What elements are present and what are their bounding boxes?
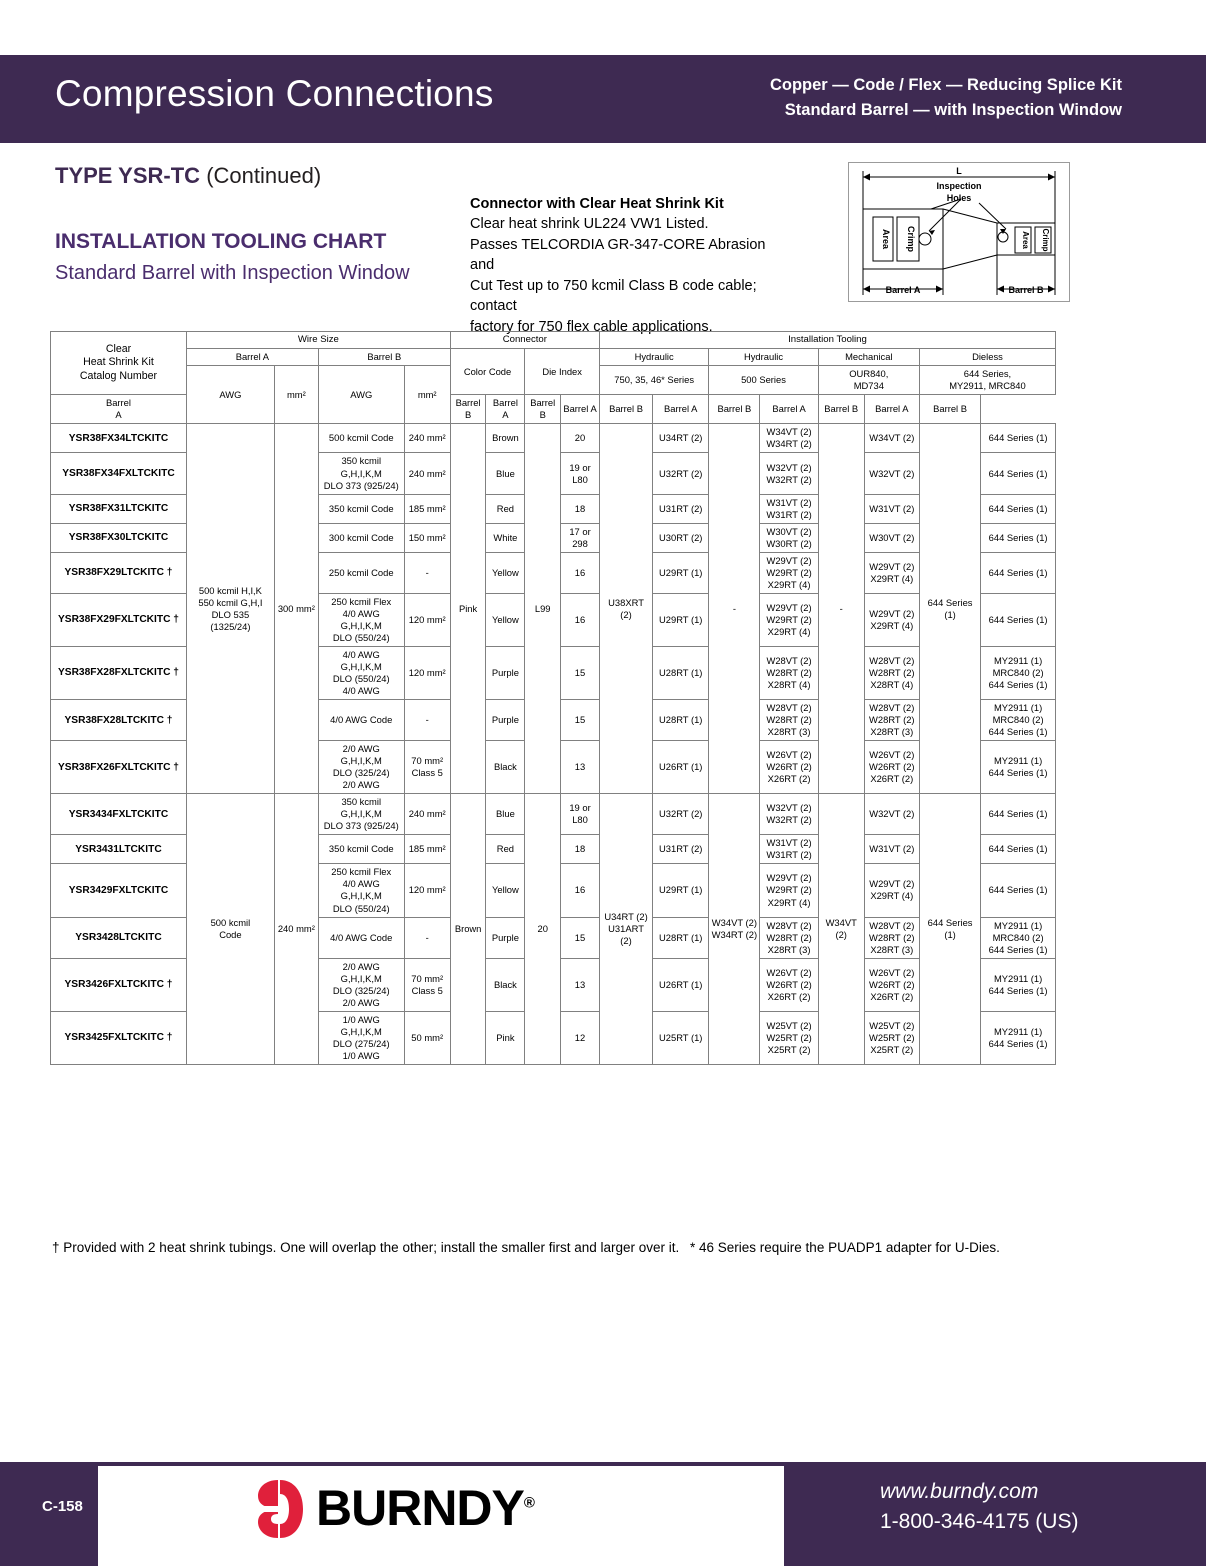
- group-header-connector: Connector: [450, 332, 599, 349]
- die-index-barrel-a-cell: L99: [525, 424, 561, 794]
- wire-barrel-b-mm2-cell: 185 mm²: [404, 835, 450, 864]
- wire-barrel-b-awg-cell: 1/0 AWG G,H,I,K,M DLO (275/24) 1/0 AWG: [318, 1011, 404, 1064]
- hyd750-barrel-b-cell: U26RT (1): [653, 958, 709, 1011]
- wire-barrel-b-awg-cell: 500 kcmil Code: [318, 424, 404, 453]
- hyd750-barrel-a-cell: U34RT (2) U31ART (2): [599, 794, 652, 1065]
- hyd750-barrel-b-cell: U32RT (2): [653, 453, 709, 494]
- diagram-area-label-b: Area: [1021, 231, 1030, 249]
- mech-barrel-b-cell: W29VT (2) X29RT (4): [864, 864, 919, 917]
- connector-color-barrel-b-cell: Black: [486, 741, 525, 794]
- hyd750-barrel-b-cell: U34RT (2): [653, 424, 709, 453]
- website-link[interactable]: www.burndy.com: [880, 1480, 1039, 1503]
- die-index-barrel-b-cell: 16: [561, 552, 600, 593]
- phone-number: 1-800-346-4175 (US): [880, 1510, 1079, 1533]
- wire-barrel-b-awg-cell: 350 kcmil G,H,I,K,M DLO 373 (925/24): [318, 794, 404, 835]
- mech-barrel-b-cell: W26VT (2) W26RT (2) X26RT (2): [864, 741, 919, 794]
- wire-barrel-b-mm2-cell: 50 mm²: [404, 1011, 450, 1064]
- series-500-header: 500 Series: [709, 366, 818, 395]
- table-header-row-1: [51, 332, 1056, 349]
- wire-barrel-b-awg-cell: 4/0 AWG Code: [318, 700, 404, 741]
- wire-barrel-b-mm2-cell: 70 mm² Class 5: [404, 741, 450, 794]
- die-barrel-a-l2: A: [502, 409, 509, 421]
- die-barrel-b-l2: B: [539, 409, 546, 421]
- diagram-area-label-a: Area: [881, 228, 891, 250]
- tooling-hydraulic-2-header: Hydraulic: [709, 349, 818, 366]
- hyd500-barrel-b-cell: W32VT (2) W32RT (2): [760, 794, 818, 835]
- series-644-line1: 644 Series,: [963, 368, 1012, 380]
- installation-tooling-table: [50, 331, 1056, 1065]
- hyd750-barrel-b-cell: U29RT (1): [653, 864, 709, 917]
- dieless-barrel-b-cell: 644 Series (1): [981, 424, 1056, 453]
- die-index-barrel-b-cell: 17 or 298: [561, 523, 600, 552]
- diagram-barrel-a-label: Barrel A: [885, 285, 921, 295]
- hyd500-barrel-b-cell: W29VT (2) W29RT (2) X29RT (4): [760, 552, 818, 593]
- wire-a-mm2-header: mm²: [274, 366, 318, 424]
- series-750-header: 750, 35, 46* Series: [599, 366, 708, 395]
- connector-diagram-svg: [849, 163, 1069, 301]
- wire-barrel-a-mm2-cell: 300 mm²: [274, 424, 318, 794]
- catalog-header-line3: Catalog Number: [79, 369, 158, 382]
- connector-color-barrel-b-cell: Brown: [486, 424, 525, 453]
- connector-color-barrel-b-cell: Blue: [486, 453, 525, 494]
- series-644-header: [919, 366, 1055, 395]
- wire-barrel-b-mm2-cell: 150 mm²: [404, 523, 450, 552]
- kit-note-block: [470, 196, 790, 337]
- burndy-mark-icon: [258, 1478, 304, 1538]
- die-index-barrel-b-cell: 15: [561, 700, 600, 741]
- hyd500-barrel-b-cell: W28VT (2) W28RT (2) X28RT (3): [760, 917, 818, 958]
- wire-barrel-b-mm2-cell: 120 mm²: [404, 646, 450, 699]
- hyd500-barrel-b-cell: W29VT (2) W29RT (2) X29RT (4): [760, 864, 818, 917]
- connector-color-barrel-b-cell: Purple: [486, 700, 525, 741]
- tooling-hydraulic-1-header: Hydraulic: [599, 349, 708, 366]
- die-barrel-a-l1: Barrel: [492, 397, 518, 409]
- wire-barrel-b-mm2-cell: 185 mm²: [404, 494, 450, 523]
- hyd750-barrel-b-cell: U30RT (2): [653, 523, 709, 552]
- color-barrel-a-l2: A: [115, 409, 122, 421]
- connector-color-code-header: Color Code: [450, 349, 525, 395]
- registered-icon: ®: [523, 1494, 534, 1512]
- dieless-barrel-a-cell: 644 Series (1): [919, 424, 980, 794]
- dieless-barrel-a-cell: 644 Series (1): [919, 794, 980, 1065]
- hyd750-barrel-b-cell: U25RT (1): [653, 1011, 709, 1064]
- dieless-barrel-b-cell: 644 Series (1): [981, 864, 1056, 917]
- kit-note-title: Connector with Clear Heat Shrink Kit: [470, 196, 724, 212]
- mech-barrel-b-header: Barrel B: [818, 395, 864, 424]
- mech-barrel-b-cell: W30VT (2): [864, 523, 919, 552]
- hyd750-barrel-a-cell: U38XRT (2): [599, 424, 652, 794]
- wire-barrel-a-mm2-cell: 240 mm²: [274, 794, 318, 1065]
- wire-b-mm2-header: mm²: [404, 366, 450, 424]
- catalog-number-cell: YSR3426FXLTCKITC †: [51, 958, 187, 1011]
- wire-barrel-b-mm2-cell: 240 mm²: [404, 794, 450, 835]
- die-index-barrel-b-cell: 15: [561, 917, 600, 958]
- catalog-number-cell: YSR38FX28LTCKITC †: [51, 700, 187, 741]
- connector-color-barrel-b-cell: Yellow: [486, 864, 525, 917]
- table-row: [51, 424, 1056, 453]
- hyd750-barrel-b-cell: U31RT (2): [653, 494, 709, 523]
- tooling-dieless-header: Dieless: [919, 349, 1055, 366]
- hyd750-barrel-b-header: Barrel B: [599, 395, 652, 424]
- banner-subtitle-line1: Copper — Code / Flex — Reducing Splice Kit: [769, 76, 1122, 94]
- hyd750-barrel-b-cell: U26RT (1): [653, 741, 709, 794]
- hyd500-barrel-a-header: Barrel A: [653, 395, 709, 424]
- hyd750-barrel-a-header: Barrel A: [561, 395, 600, 424]
- diagram-barrel-b-label: Barrel B: [1008, 285, 1044, 295]
- mech-barrel-b-cell: W29VT (2) X29RT (4): [864, 593, 919, 646]
- table-header-row-2: [51, 349, 1056, 366]
- wire-barrel-b-awg-cell: 250 kcmil Flex 4/0 AWG G,H,I,K,M DLO (550/24): [318, 593, 404, 646]
- catalog-number-cell: YSR3431LTCKITC: [51, 835, 187, 864]
- wire-barrel-a-awg-cell: 500 kcmil H,I,K 550 kcmil G,H,I DLO 535 (1325/24): [186, 424, 274, 794]
- burndy-logo: [258, 1478, 534, 1538]
- wire-barrel-a-awg-cell: 500 kcmil Code: [186, 794, 274, 1065]
- catalog-number-cell: YSR38FX31LTCKITC: [51, 494, 187, 523]
- color-barrel-a-header: [51, 395, 187, 424]
- series-our840-line2: MD734: [853, 380, 884, 392]
- connector-color-barrel-b-cell: Blue: [486, 794, 525, 835]
- catalog-number-cell: YSR3429FXLTCKITC: [51, 864, 187, 917]
- wire-barrel-b-awg-cell: 350 kcmil Code: [318, 835, 404, 864]
- mech-barrel-a-cell: W34VT (2): [818, 794, 864, 1065]
- wire-barrel-b-awg-cell: 300 kcmil Code: [318, 523, 404, 552]
- hyd750-barrel-b-cell: U29RT (1): [653, 552, 709, 593]
- hyd750-barrel-b-cell: U32RT (2): [653, 794, 709, 835]
- hyd500-barrel-b-cell: W31VT (2) W31RT (2): [760, 835, 818, 864]
- color-barrel-b-l1: Barrel: [455, 397, 481, 409]
- hyd500-barrel-a-cell: -: [709, 424, 760, 794]
- dieless-barrel-b-cell: 644 Series (1): [981, 835, 1056, 864]
- dieless-barrel-b-cell: MY2911 (1) 644 Series (1): [981, 958, 1056, 1011]
- catalog-number-cell: YSR38FX34FXLTCKITC: [51, 453, 187, 494]
- mech-barrel-b-cell: W31VT (2): [864, 835, 919, 864]
- die-index-barrel-b-cell: 13: [561, 958, 600, 1011]
- hyd500-barrel-b-cell: W31VT (2) W31RT (2): [760, 494, 818, 523]
- group-header-wire-size: Wire Size: [186, 332, 450, 349]
- wire-barrel-b-mm2-cell: -: [404, 917, 450, 958]
- connector-color-barrel-a-cell: Brown: [450, 794, 486, 1065]
- hyd750-barrel-b-cell: U31RT (2): [653, 835, 709, 864]
- mech-barrel-b-cell: W28VT (2) W28RT (2) X28RT (4): [864, 646, 919, 699]
- type-heading-bold: TYPE YSR-TC: [55, 163, 201, 188]
- wire-barrel-b-awg-cell: 350 kcmil Code: [318, 494, 404, 523]
- connector-color-barrel-b-cell: Red: [486, 835, 525, 864]
- die-index-barrel-b-cell: 13: [561, 741, 600, 794]
- footnote-dagger: † Provided with 2 heat shrink tubings. One will overlap the other; install the smaller first and larger over it.: [52, 1240, 680, 1255]
- catalog-header-line2: Heat Shrink Kit: [83, 356, 154, 369]
- die-barrel-b-l1: Barrel: [530, 397, 556, 409]
- wire-barrel-b-mm2-cell: 120 mm²: [404, 593, 450, 646]
- color-barrel-b-header: [450, 395, 486, 424]
- type-heading: [55, 163, 321, 189]
- table-body: [51, 424, 1056, 1064]
- catalog-number-cell: YSR38FX28FXLTCKITC †: [51, 646, 187, 699]
- die-index-barrel-b-cell: 18: [561, 835, 600, 864]
- burndy-wordmark: [316, 1480, 534, 1536]
- hyd750-barrel-b-cell: U28RT (1): [653, 646, 709, 699]
- connector-diagram: [848, 162, 1070, 302]
- die-barrel-a-header: [486, 395, 525, 424]
- catalog-number-cell: YSR3428LTCKITC: [51, 917, 187, 958]
- wire-barrel-b-mm2-cell: 240 mm²: [404, 424, 450, 453]
- diagram-crimp-label-a: Crimp: [906, 225, 916, 253]
- die-barrel-b-header: [525, 395, 561, 424]
- wire-barrel-b-mm2-cell: -: [404, 552, 450, 593]
- dieless-barrel-b-cell: MY2911 (1) MRC840 (2) 644 Series (1): [981, 646, 1056, 699]
- wire-barrel-b-awg-cell: 2/0 AWG G,H,I,K,M DLO (325/24) 2/0 AWG: [318, 958, 404, 1011]
- wire-size-barrel-b-header: Barrel B: [318, 349, 450, 366]
- wire-barrel-b-awg-cell: 250 kcmil Flex 4/0 AWG G,H,I,K,M DLO (550/24): [318, 864, 404, 917]
- connector-color-barrel-b-cell: Purple: [486, 646, 525, 699]
- catalog-number-cell: YSR38FX29LTCKITC †: [51, 552, 187, 593]
- hyd500-barrel-a-cell: W34VT (2) W34RT (2): [709, 794, 760, 1065]
- connector-die-index-header: Die Index: [525, 349, 600, 395]
- hyd500-barrel-b-cell: W32VT (2) W32RT (2): [760, 453, 818, 494]
- mech-barrel-b-cell: W29VT (2) X29RT (4): [864, 552, 919, 593]
- group-header-installation-tooling: Installation Tooling: [599, 332, 1055, 349]
- connector-color-barrel-b-cell: Yellow: [486, 593, 525, 646]
- die-index-barrel-b-cell: 19 or L80: [561, 453, 600, 494]
- mech-barrel-b-cell: W28VT (2) W28RT (2) X28RT (3): [864, 917, 919, 958]
- hyd500-barrel-b-cell: W28VT (2) W28RT (2) X28RT (4): [760, 646, 818, 699]
- connector-color-barrel-b-cell: Purple: [486, 917, 525, 958]
- die-index-barrel-b-cell: 16: [561, 593, 600, 646]
- wire-barrel-b-mm2-cell: -: [404, 700, 450, 741]
- dieless-barrel-b-cell: 644 Series (1): [981, 794, 1056, 835]
- wire-barrel-b-mm2-cell: 240 mm²: [404, 453, 450, 494]
- diagram-inspection-line1: Inspection: [936, 181, 982, 191]
- wire-barrel-b-awg-cell: 350 kcmil G,H,I,K,M DLO 373 (925/24): [318, 453, 404, 494]
- catalog-number-header: [51, 332, 187, 395]
- catalog-number-cell: YSR3425FXLTCKITC †: [51, 1011, 187, 1064]
- die-index-barrel-a-cell: 20: [525, 794, 561, 1065]
- dieless-barrel-b-cell: MY2911 (1) MRC840 (2) 644 Series (1): [981, 917, 1056, 958]
- tooling-mechanical-header: Mechanical: [818, 349, 919, 366]
- dieless-barrel-b-cell: 644 Series (1): [981, 523, 1056, 552]
- mech-barrel-b-cell: W31VT (2): [864, 494, 919, 523]
- chart-title: INSTALLATION TOOLING CHART: [55, 230, 387, 253]
- die-index-barrel-b-cell: 19 or L80: [561, 794, 600, 835]
- wire-size-barrel-a-header: Barrel A: [186, 349, 318, 366]
- wire-barrel-b-awg-cell: 4/0 AWG G,H,I,K,M DLO (550/24) 4/0 AWG: [318, 646, 404, 699]
- hyd500-barrel-b-cell: W25VT (2) W25RT (2) X25RT (2): [760, 1011, 818, 1064]
- catalog-number-cell: YSR38FX26FXLTCKITC †: [51, 741, 187, 794]
- mech-barrel-b-cell: W28VT (2) W28RT (2) X28RT (3): [864, 700, 919, 741]
- dieless-barrel-b-cell: 644 Series (1): [981, 552, 1056, 593]
- mech-barrel-b-cell: W34VT (2): [864, 424, 919, 453]
- mech-barrel-b-cell: W32VT (2): [864, 794, 919, 835]
- hyd500-barrel-b-header: Barrel B: [709, 395, 760, 424]
- page-number: C-158: [42, 1498, 83, 1515]
- table-row: [51, 794, 1056, 835]
- page-title: Compression Connections: [55, 73, 494, 114]
- die-index-barrel-b-cell: 12: [561, 1011, 600, 1064]
- catalog-number-cell: YSR38FX30LTCKITC: [51, 523, 187, 552]
- die-index-barrel-b-cell: 16: [561, 864, 600, 917]
- dieless-barrel-b-cell: MY2911 (1) 644 Series (1): [981, 1011, 1056, 1064]
- hyd500-barrel-b-cell: W29VT (2) W29RT (2) X29RT (4): [760, 593, 818, 646]
- kit-note-line4: factory for 750 flex cable applications.: [470, 318, 713, 335]
- mech-barrel-b-cell: W26VT (2) W26RT (2) X26RT (2): [864, 958, 919, 1011]
- wire-barrel-b-awg-cell: 250 kcmil Code: [318, 552, 404, 593]
- hyd500-barrel-b-cell: W34VT (2) W34RT (2): [760, 424, 818, 453]
- burndy-brand-text: BURNDY: [316, 1480, 524, 1536]
- dieless-barrel-b-cell: MY2911 (1) 644 Series (1): [981, 741, 1056, 794]
- kit-note-line2: Passes TELCORDIA GR-347-CORE Abrasion and: [470, 236, 766, 274]
- wire-barrel-b-mm2-cell: 70 mm² Class 5: [404, 958, 450, 1011]
- table-head: [51, 332, 1056, 424]
- catalog-number-cell: YSR38FX34LTCKITC: [51, 424, 187, 453]
- banner-subtitle-line2: Standard Barrel — with Inspection Window: [784, 100, 1122, 119]
- dieless-barrel-b-cell: 644 Series (1): [981, 593, 1056, 646]
- wire-barrel-b-awg-cell: 2/0 AWG G,H,I,K,M DLO (325/24) 2/0 AWG: [318, 741, 404, 794]
- chart-subtitle: Standard Barrel with Inspection Window: [55, 262, 410, 284]
- mech-barrel-b-cell: W32VT (2): [864, 453, 919, 494]
- wire-barrel-b-mm2-cell: 120 mm²: [404, 864, 450, 917]
- dieless-barrel-a-header: Barrel A: [864, 395, 919, 424]
- wire-b-awg-header: AWG: [318, 366, 404, 424]
- dieless-barrel-b-cell: 644 Series (1): [981, 494, 1056, 523]
- mech-barrel-b-cell: W25VT (2) W25RT (2) X25RT (2): [864, 1011, 919, 1064]
- hyd750-barrel-b-cell: U28RT (1): [653, 700, 709, 741]
- connector-color-barrel-b-cell: White: [486, 523, 525, 552]
- hyd500-barrel-b-cell: W28VT (2) W28RT (2) X28RT (3): [760, 700, 818, 741]
- banner-subtitle: [770, 73, 1122, 123]
- dieless-barrel-b-header: Barrel B: [919, 395, 980, 424]
- die-index-barrel-b-cell: 20: [561, 424, 600, 453]
- diagram-inspection-line2: Holes: [946, 193, 972, 203]
- wire-barrel-b-awg-cell: 4/0 AWG Code: [318, 917, 404, 958]
- catalog-number-cell: YSR38FX29FXLTCKITC †: [51, 593, 187, 646]
- diagram-length-label: L: [956, 166, 962, 176]
- catalog-header-line1: Clear: [105, 342, 132, 355]
- catalog-number-cell: YSR3434FXLTCKITC: [51, 794, 187, 835]
- mech-barrel-a-cell: -: [818, 424, 864, 794]
- connector-color-barrel-b-cell: Black: [486, 958, 525, 1011]
- kit-note-line1: Clear heat shrink UL224 VW1 Listed.: [470, 216, 709, 232]
- dieless-barrel-b-cell: MY2911 (1) MRC840 (2) 644 Series (1): [981, 700, 1056, 741]
- connector-color-barrel-b-cell: Red: [486, 494, 525, 523]
- mech-barrel-a-header: Barrel A: [760, 395, 818, 424]
- connector-color-barrel-b-cell: Pink: [486, 1011, 525, 1064]
- hyd500-barrel-b-cell: W26VT (2) W26RT (2) X26RT (2): [760, 741, 818, 794]
- hyd500-barrel-b-cell: W26VT (2) W26RT (2) X26RT (2): [760, 958, 818, 1011]
- color-barrel-a-l1: Barrel: [105, 397, 131, 409]
- series-644-line2: MY2911, MRC840: [949, 380, 1026, 392]
- dieless-barrel-b-cell: 644 Series (1): [981, 453, 1056, 494]
- connector-color-barrel-a-cell: Pink: [450, 424, 486, 794]
- footnote-asterisk: * 46 Series require the PUADP1 adapter for U-Dies.: [690, 1240, 1000, 1255]
- hyd750-barrel-b-cell: U29RT (1): [653, 593, 709, 646]
- diagram-crimp-label-b: Crimp: [1041, 228, 1050, 252]
- connector-color-barrel-b-cell: Yellow: [486, 552, 525, 593]
- type-heading-continued: (Continued): [206, 163, 322, 188]
- series-our840-line1: OUR840,: [849, 368, 889, 380]
- hyd750-barrel-b-cell: U28RT (1): [653, 917, 709, 958]
- wire-a-awg-header: AWG: [186, 366, 274, 424]
- kit-note-line3: Cut Test up to 750 kcmil Class B code cable; contact: [470, 277, 757, 315]
- color-barrel-b-l2: B: [464, 409, 472, 421]
- page-banner: [0, 55, 1206, 143]
- die-index-barrel-b-cell: 15: [561, 646, 600, 699]
- die-index-barrel-b-cell: 18: [561, 494, 600, 523]
- series-our840-header: [818, 366, 919, 395]
- hyd500-barrel-b-cell: W30VT (2) W30RT (2): [760, 523, 818, 552]
